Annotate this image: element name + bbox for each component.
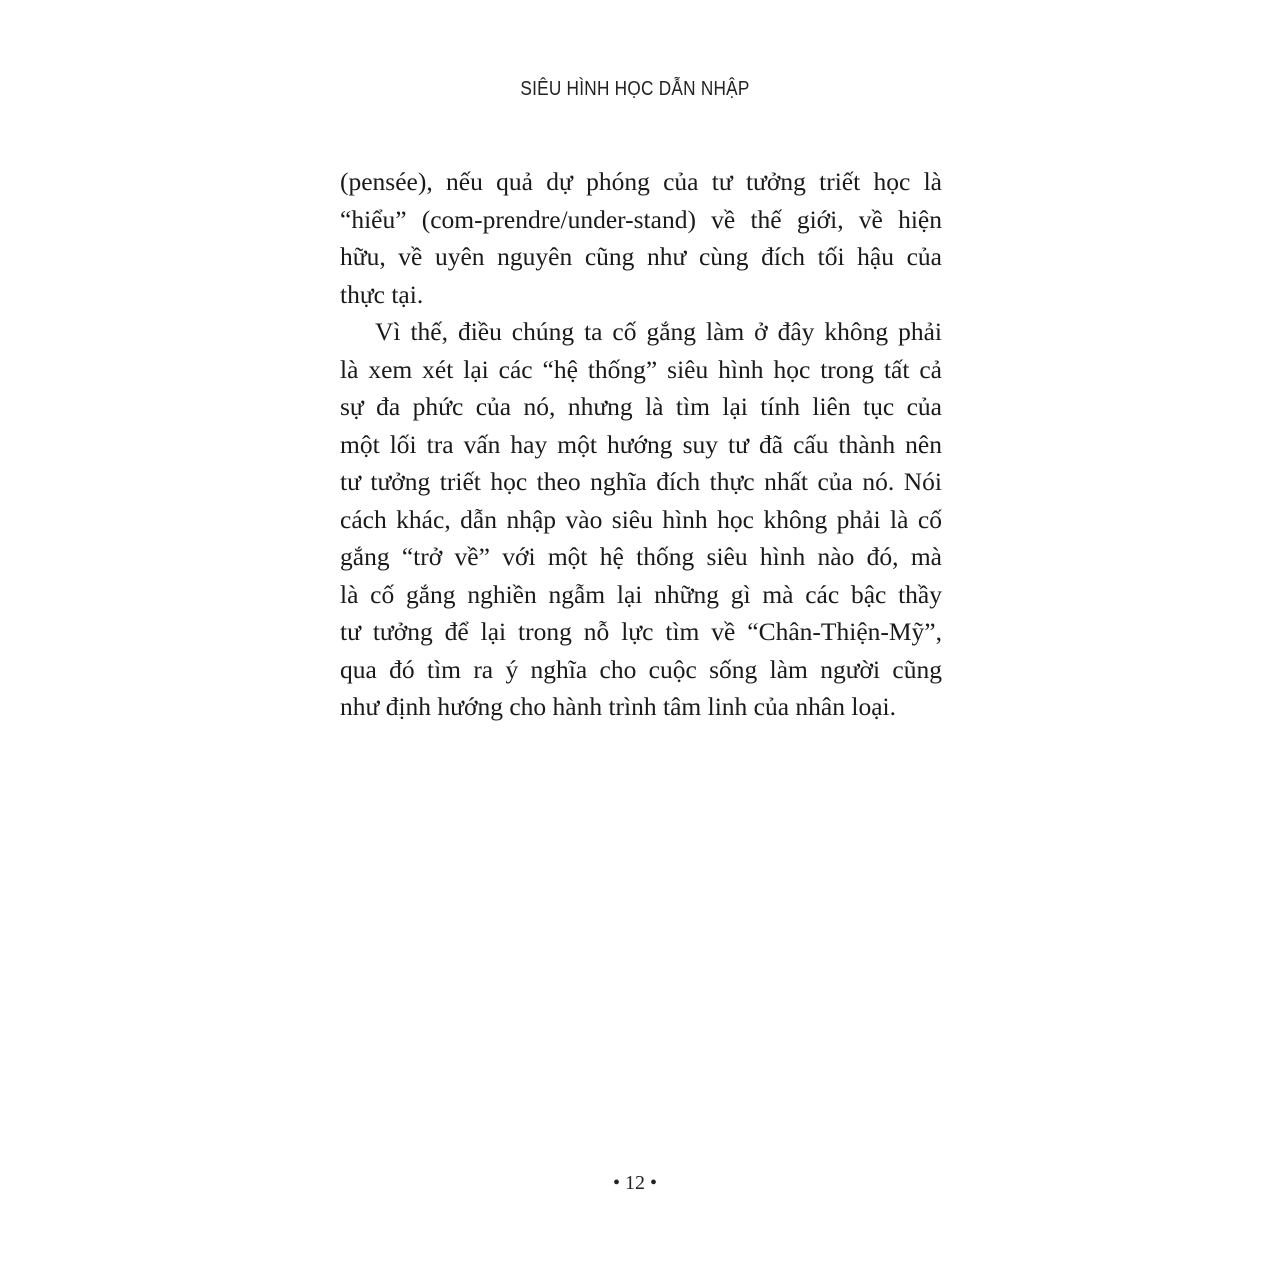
text-line: là xem xét lại các “hệ thống” siêu hình học trong tất cả: [340, 354, 942, 384]
text-line: một lối tra vấn hay một hướng suy tư đã cấu thành nên: [340, 429, 942, 459]
text-line: cách khác, dẫn nhập vào siêu hình học không phải là cố: [340, 504, 942, 534]
page-number: • 12 •: [612, 1172, 657, 1194]
text-line: Vì thế, điều chúng ta cố gắng làm ở đây không phải: [375, 317, 942, 346]
text-line: như định hướng cho hành trình tâm linh của nhân loại.: [340, 692, 896, 721]
text-line: tư tưởng để lại trong nỗ lực tìm về “Chân-Thiện-Mỹ”,: [340, 617, 942, 646]
text-line: (pensée), nếu quả dự phóng của tư tưởng triết học là: [340, 167, 942, 196]
text-line: là cố gắng nghiền ngẫm lại những gì mà các bậc thầy: [340, 579, 942, 609]
text-line: tư tưởng triết học theo nghĩa đích thực nhất của nó. Nói: [340, 467, 942, 496]
body-text: [340, 163, 942, 726]
text-line: thực tại.: [340, 279, 424, 309]
running-header: SIÊU HÌNH HỌC DẪN NHẬP: [520, 78, 750, 100]
text-line: qua đó tìm ra ý nghĩa cho cuộc sống làm người cũng: [340, 654, 942, 684]
text-line: hữu, về uyên nguyên cũng như cùng đích tối hậu của: [340, 242, 942, 271]
text-line: sự đa phức của nó, nhưng là tìm lại tính liên tục của: [340, 392, 942, 421]
text-line: gắng “trở về” với một hệ thống siêu hình nào đó, mà: [340, 542, 942, 571]
text-line: “hiểu” (com-prendre/under-stand) về thế giới, về hiện: [340, 204, 942, 234]
